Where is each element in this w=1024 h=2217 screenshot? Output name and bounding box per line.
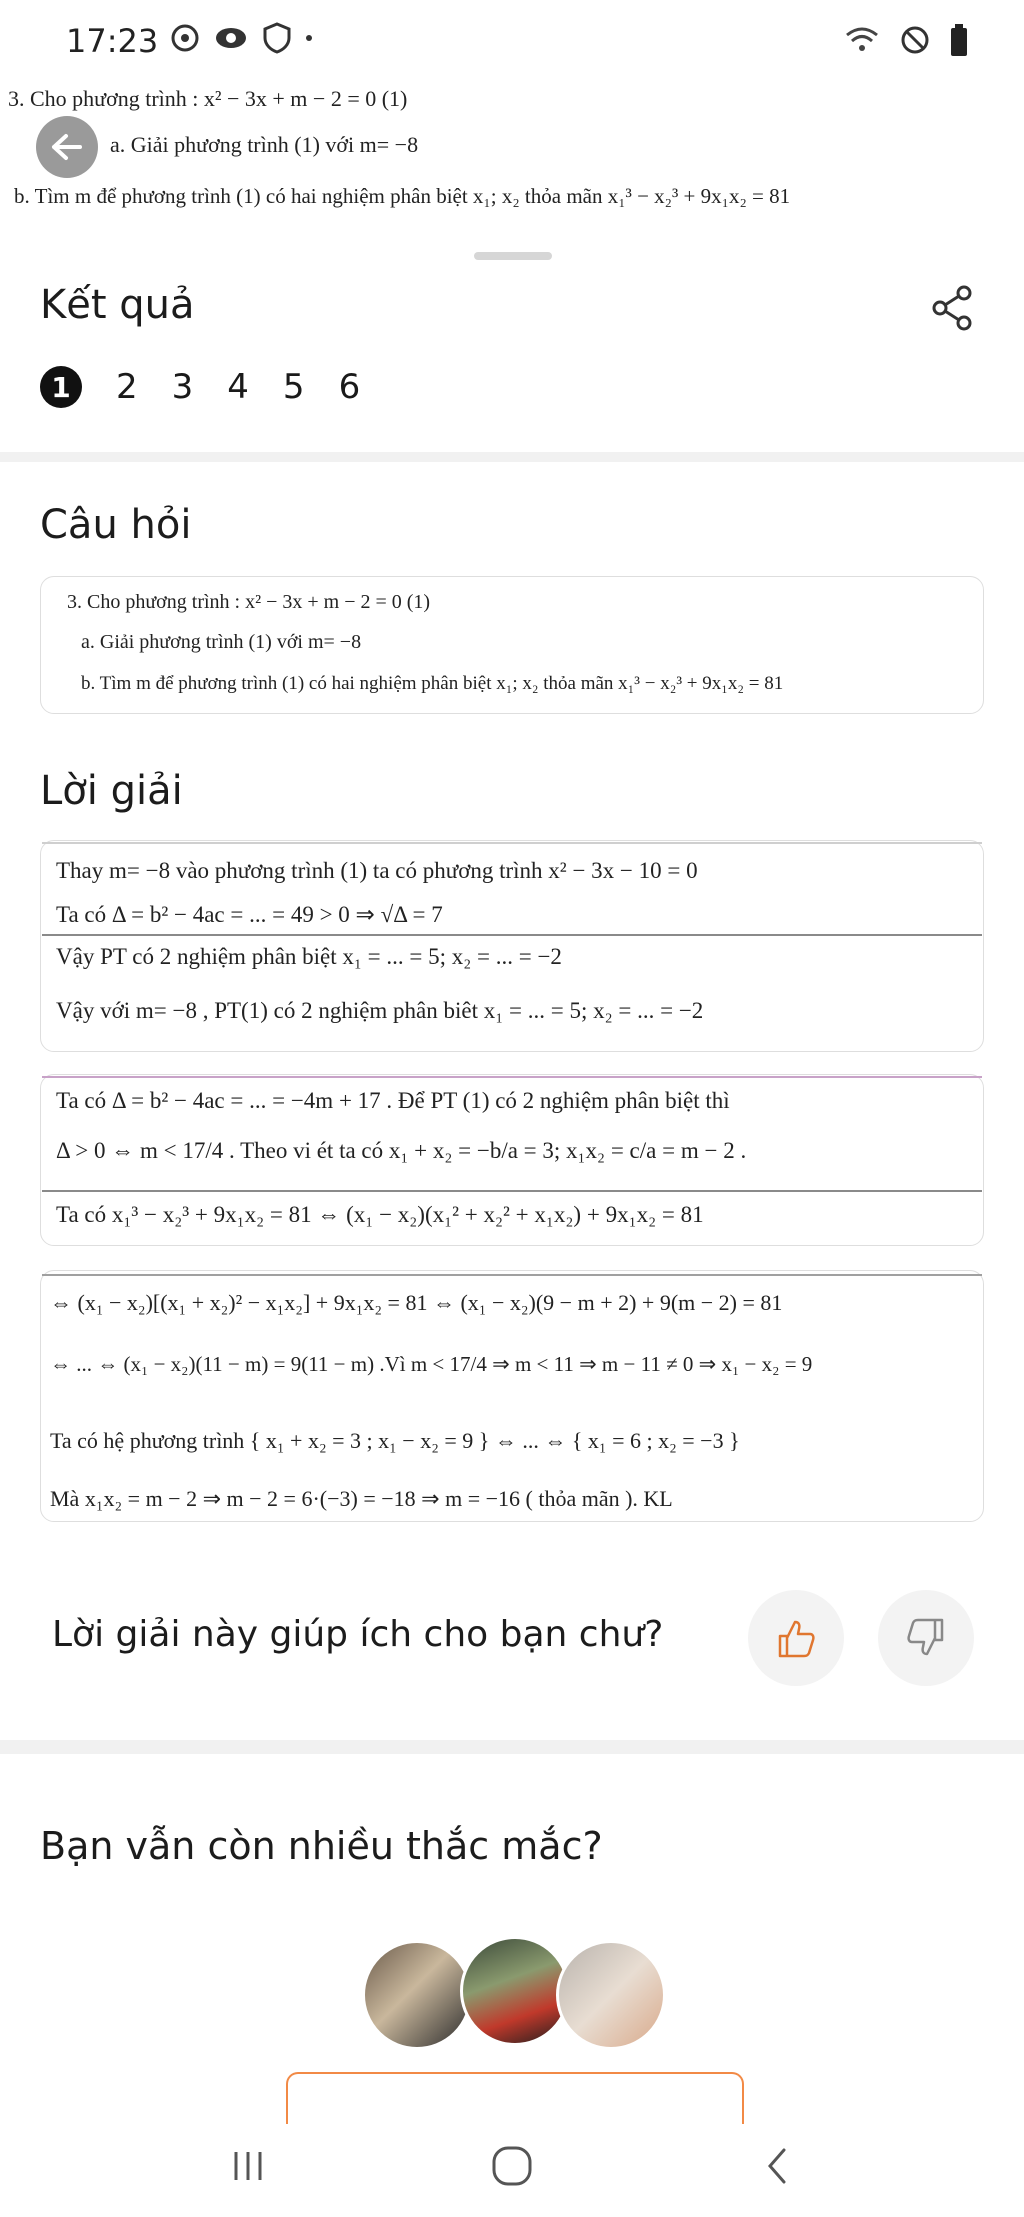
solution-title: Lời giải	[40, 768, 183, 814]
solution-3-line-4: Mà x₁x₂ = m − 2 ⇒ m − 2 = 6·(−3) = −18 ⇒ m = −16 ( thỏa mãn ). KL	[50, 1486, 673, 1511]
solution-1-line-1: Thay m= −8 vào phương trình (1) ta có phương trình x² − 3x − 10 = 0	[56, 858, 698, 883]
section-divider-2	[0, 1740, 1024, 1754]
status-time: 17:23	[66, 22, 159, 60]
problem-line-1: 3. Cho phương trình : x² − 3x + m − 2 = 0 (1)	[8, 86, 408, 111]
back-nav-icon[interactable]	[762, 2144, 792, 2188]
solution-3-line-3: Ta có hệ phương trình { x₁ + x₂ = 3 ; x₁ − x₂ = 9 } ⇔ ... ⇔ { x₁ = 6 ; x₂ = −3 }	[50, 1428, 740, 1453]
arrow-left-icon	[50, 132, 84, 162]
eye-icon	[214, 23, 248, 53]
system-nav-bar	[0, 2124, 1024, 2217]
home-icon[interactable]	[490, 2144, 534, 2188]
solution-3-line-1: ⇔ (x₁ − x₂)[(x₁ + x₂)² − x₁x₂] + 9x₁x₂ = 81 ⇔ (x₁ − x₂)(9 − m + 2) + 9(m − 2) = 81	[50, 1290, 783, 1315]
solution-1-line-3: Vậy PT có 2 nghiệm phân biệt x₁ = ... = 5; x₂ = ... = −2	[56, 944, 562, 969]
result-tabs	[40, 366, 360, 408]
recent-apps-icon[interactable]	[228, 2146, 268, 2186]
dot-icon	[306, 35, 312, 41]
tab-2[interactable]: 2	[116, 367, 138, 407]
solution-2-line-2: Δ > 0 ⇔ m < 17/4 . Theo vi ét ta có x₁ + x₂ = −b/a = 3; x₁x₂ = c/a = m − 2 .	[56, 1138, 747, 1163]
block1-rule	[42, 934, 982, 936]
share-icon	[930, 284, 976, 332]
drag-handle[interactable]	[474, 252, 552, 260]
tab-5[interactable]: 5	[282, 367, 305, 407]
block2-rule	[42, 1190, 982, 1192]
share-button[interactable]	[930, 284, 976, 336]
status-icons-right	[844, 24, 968, 56]
solution-2-line-1: Ta có Δ = b² − 4ac = ... = −4m + 17 . Để PT (1) có 2 nghiệm phân biệt thì	[56, 1088, 730, 1113]
block2-top-rule	[42, 1076, 982, 1078]
tab-6[interactable]: 6	[338, 367, 361, 407]
block3-top-rule	[42, 1274, 982, 1276]
feedback-question: Lời giải này giúp ích cho bạn chư?	[52, 1614, 664, 1655]
result-title: Kết quả	[40, 282, 195, 328]
question-card	[40, 576, 984, 714]
problem-line-3: b. Tìm m để phương trình (1) có hai nghiệm phân biệt x₁; x₂ thỏa mãn x₁³ − x₂³ + 9x₁x₂ = 81	[14, 184, 791, 208]
thumbs-up-icon	[774, 1616, 818, 1660]
more-title: Bạn vẫn còn nhiều thắc mắc?	[40, 1824, 603, 1868]
thumbs-down-icon	[904, 1616, 948, 1660]
wifi-icon	[844, 25, 880, 55]
problem-line-2: a. Giải phương trình (1) với m= −8	[110, 132, 419, 157]
solution-2-line-3: Ta có x₁³ − x₂³ + 9x₁x₂ = 81 ⇔ (x₁ − x₂)(x₁² + x₂² + x₁x₂) + 9x₁x₂ = 81	[56, 1202, 704, 1227]
tab-4[interactable]: 4	[227, 367, 249, 407]
avatar	[362, 1940, 472, 2050]
tab-1[interactable]: 1	[40, 366, 82, 408]
question-line-1: 3. Cho phương trình : x² − 3x + m − 2 = 0 (1)	[67, 591, 431, 613]
question-line-2: a. Giải phương trình (1) với m= −8	[81, 631, 362, 653]
tab-3[interactable]: 3	[171, 367, 194, 407]
status-icons-left	[170, 22, 312, 54]
question-title: Câu hỏi	[40, 502, 192, 548]
dislike-button[interactable]	[878, 1590, 974, 1686]
solution-1-line-2: Ta có Δ = b² − 4ac = ... = 49 > 0 ⇒ √Δ = 7	[56, 902, 443, 927]
notification-icon	[170, 23, 200, 53]
solution-3-line-2: ⇔ ... ⇔ (x₁ − x₂)(11 − m) = 9(11 − m) .Vì m < 17/4 ⇒ m < 11 ⇒ m − 11 ≠ 0 ⇒ x₁ − x₂ = 9	[50, 1352, 813, 1376]
avatar	[556, 1940, 666, 2050]
question-line-3: b. Tìm m để phương trình (1) có hai nghiệm phân biệt x₁; x₂ thỏa mãn x₁³ − x₂³ + 9x₁x₂ = 81	[81, 673, 784, 694]
battery-icon	[950, 24, 968, 56]
avatar	[460, 1936, 570, 2046]
back-button[interactable]	[36, 116, 98, 178]
shield-icon	[262, 22, 292, 54]
do-not-disturb-icon	[900, 25, 930, 55]
solution-1-line-4: Vậy với m= −8 , PT(1) có 2 nghiệm phân biêt x₁ = ... = 5; x₂ = ... = −2	[56, 998, 704, 1023]
like-button[interactable]	[748, 1590, 844, 1686]
section-divider	[0, 452, 1024, 462]
block1-top-rule	[42, 842, 982, 844]
